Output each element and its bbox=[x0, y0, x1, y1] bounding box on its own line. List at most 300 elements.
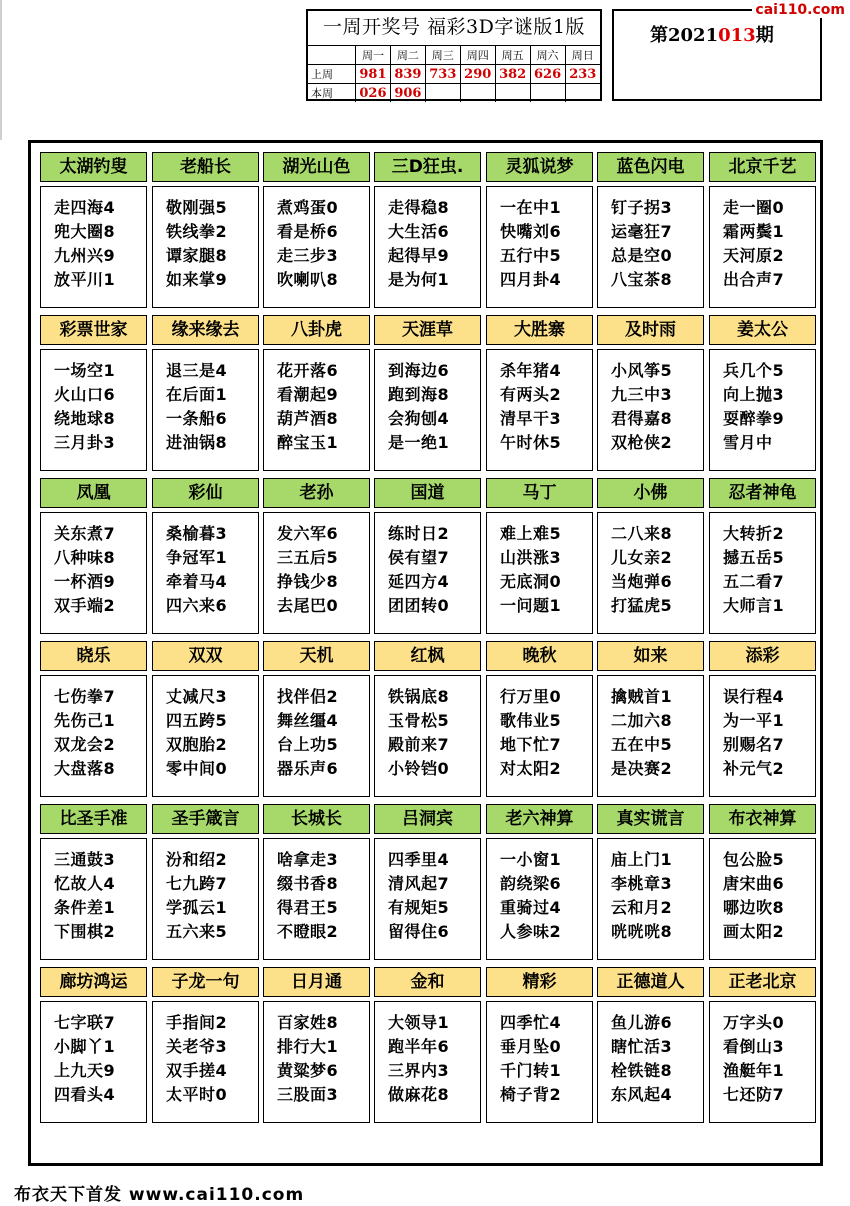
riddle-line: 关老爷3 bbox=[166, 1037, 228, 1056]
riddle-line: 难上难5 bbox=[500, 524, 562, 543]
riddle-line: 双胞胎2 bbox=[166, 735, 228, 754]
riddle-card bbox=[40, 804, 147, 960]
day-cell: 周六 bbox=[530, 46, 565, 65]
riddle-line: 七伤拳7 bbox=[54, 687, 116, 706]
riddle-line: 耍醉拳9 bbox=[723, 409, 785, 428]
riddle-line: 舞丝缰4 bbox=[277, 711, 339, 730]
riddle-line: 在后面1 bbox=[166, 385, 228, 404]
card-title: 马丁 bbox=[486, 478, 593, 508]
riddle-line: 打猛虎5 bbox=[611, 596, 673, 615]
riddle-line: 兵几个5 bbox=[723, 361, 785, 380]
draw-number bbox=[425, 84, 460, 103]
card-title: 正德道人 bbox=[597, 967, 704, 997]
riddle-line: 万字头0 bbox=[723, 1013, 785, 1032]
riddle-card bbox=[263, 641, 370, 797]
day-cell: 周一 bbox=[356, 46, 391, 65]
riddle-line: 延四方4 bbox=[388, 572, 450, 591]
card-body bbox=[709, 186, 816, 308]
card-body bbox=[40, 675, 147, 797]
card-title: 老孙 bbox=[263, 478, 370, 508]
riddle-line: 团团转0 bbox=[388, 596, 450, 615]
card-body bbox=[486, 838, 593, 960]
card-title: 红枫 bbox=[374, 641, 481, 671]
riddle-card bbox=[40, 315, 147, 471]
riddle-line: 四五跨5 bbox=[166, 711, 228, 730]
riddle-line: 大生活6 bbox=[388, 222, 450, 241]
riddle-card bbox=[709, 967, 816, 1123]
card-body bbox=[263, 675, 370, 797]
riddle-card bbox=[40, 478, 147, 634]
riddle-line: 云和月2 bbox=[611, 898, 673, 917]
riddle-card bbox=[486, 478, 593, 634]
riddle-line: 画太阳2 bbox=[723, 922, 785, 941]
riddle-line: 对太阳2 bbox=[500, 759, 562, 778]
riddle-card bbox=[597, 315, 704, 471]
riddle-card bbox=[486, 804, 593, 960]
riddle-card bbox=[486, 641, 593, 797]
riddle-line: 三月卦3 bbox=[54, 433, 116, 452]
card-body bbox=[597, 1001, 704, 1123]
riddle-line: 铁线拳2 bbox=[166, 222, 228, 241]
riddle-line: 是决赛2 bbox=[611, 759, 673, 778]
riddle-line: 啥拿走3 bbox=[277, 850, 339, 869]
riddle-line: 补元气2 bbox=[723, 759, 785, 778]
card-title: 布衣神算 bbox=[709, 804, 816, 834]
issue-label bbox=[650, 21, 774, 47]
results-title: 一周开奖号 福彩3D字谜版1版 bbox=[308, 11, 600, 46]
riddle-line: 垂月坠0 bbox=[500, 1037, 562, 1056]
draw-number: 382 bbox=[495, 65, 530, 84]
results-grid bbox=[308, 46, 600, 102]
draw-number: 839 bbox=[390, 65, 425, 84]
riddle-card bbox=[486, 967, 593, 1123]
riddle-line: 误行程4 bbox=[723, 687, 785, 706]
riddle-line: 谭家腿8 bbox=[166, 246, 228, 265]
draw-number: 981 bbox=[356, 65, 391, 84]
card-title: 八卦虎 bbox=[263, 315, 370, 345]
riddle-line: 零中间0 bbox=[166, 759, 228, 778]
riddle-line: 跑到海8 bbox=[388, 385, 450, 404]
riddle-line: 退三是4 bbox=[166, 361, 228, 380]
riddle-line: 双手搓4 bbox=[166, 1061, 228, 1080]
riddle-line: 看是桥6 bbox=[277, 222, 339, 241]
card-title: 北京千艺 bbox=[709, 152, 816, 182]
site-watermark[interactable]: cai110.com bbox=[752, 2, 848, 18]
riddle-line: 总是空0 bbox=[611, 246, 673, 265]
riddle-line: 四季忙4 bbox=[500, 1013, 562, 1032]
card-body bbox=[263, 349, 370, 471]
riddle-line: 大师言1 bbox=[723, 596, 785, 615]
issue-suffix: 期 bbox=[755, 25, 774, 46]
card-title: 姜太公 bbox=[709, 315, 816, 345]
riddle-line: 擒贼首1 bbox=[611, 687, 673, 706]
riddle-line: 做麻花8 bbox=[388, 1085, 450, 1104]
riddle-card bbox=[263, 315, 370, 471]
riddle-line: 人参味2 bbox=[500, 922, 562, 941]
riddle-line: 器乐声6 bbox=[277, 759, 339, 778]
riddle-card bbox=[152, 804, 259, 960]
this-week-row bbox=[308, 84, 600, 103]
riddle-line: 双枪侠2 bbox=[611, 433, 673, 452]
card-title: 灵狐说梦 bbox=[486, 152, 593, 182]
card-body bbox=[40, 838, 147, 960]
riddle-line: 会狗刨4 bbox=[388, 409, 450, 428]
card-title: 太湖钓叟 bbox=[40, 152, 147, 182]
riddle-line: 去尾巴0 bbox=[277, 596, 339, 615]
riddle-card bbox=[374, 152, 481, 308]
card-title: 晓乐 bbox=[40, 641, 147, 671]
riddle-line: 运毫狂7 bbox=[611, 222, 673, 241]
card-title: 圣手箴言 bbox=[152, 804, 259, 834]
riddle-card bbox=[374, 315, 481, 471]
riddle-line: 花开落6 bbox=[277, 361, 339, 380]
riddle-line: 九州兴9 bbox=[54, 246, 116, 265]
riddle-line: 二八来8 bbox=[611, 524, 673, 543]
riddle-line: 五二看7 bbox=[723, 572, 785, 591]
last-week-row bbox=[308, 65, 600, 84]
card-body bbox=[152, 1001, 259, 1123]
riddle-line: 清风起7 bbox=[388, 874, 450, 893]
riddle-card bbox=[709, 804, 816, 960]
riddle-line: 唐宋曲6 bbox=[723, 874, 785, 893]
riddle-line: 千门转1 bbox=[500, 1061, 562, 1080]
riddle-card bbox=[597, 152, 704, 308]
card-body bbox=[486, 1001, 593, 1123]
card-title: 小佛 bbox=[597, 478, 704, 508]
riddle-line: 手指间2 bbox=[166, 1013, 228, 1032]
card-body bbox=[486, 186, 593, 308]
draw-number bbox=[460, 84, 495, 103]
card-title: 廊坊鸿运 bbox=[40, 967, 147, 997]
riddle-line: 君得嘉8 bbox=[611, 409, 673, 428]
riddle-line: 清早干3 bbox=[500, 409, 562, 428]
riddle-line: 汾和绍2 bbox=[166, 850, 228, 869]
card-title: 晚秋 bbox=[486, 641, 593, 671]
card-body bbox=[40, 512, 147, 634]
riddle-line: 一场空1 bbox=[54, 361, 116, 380]
card-body bbox=[597, 186, 704, 308]
riddle-line: 重骑过4 bbox=[500, 898, 562, 917]
riddle-line: 上九天9 bbox=[54, 1061, 116, 1080]
card-title: 及时雨 bbox=[597, 315, 704, 345]
card-body bbox=[263, 1001, 370, 1123]
riddle-card bbox=[152, 315, 259, 471]
riddle-line: 五六来5 bbox=[166, 922, 228, 941]
riddle-line: 瞎忙活3 bbox=[611, 1037, 673, 1056]
riddle-line: 天河原2 bbox=[723, 246, 785, 265]
riddle-line: 七九跨7 bbox=[166, 874, 228, 893]
riddle-card bbox=[40, 967, 147, 1123]
card-title: 真实谎言 bbox=[597, 804, 704, 834]
riddle-line: 是为何1 bbox=[388, 270, 450, 289]
riddle-line: 一问题1 bbox=[500, 596, 562, 615]
riddle-line: 敬刚强5 bbox=[166, 198, 228, 217]
riddle-line: 双手端2 bbox=[54, 596, 116, 615]
riddle-line: 四看头4 bbox=[54, 1085, 116, 1104]
riddle-line: 四月卦4 bbox=[500, 270, 562, 289]
riddle-card bbox=[709, 641, 816, 797]
days-row bbox=[308, 46, 600, 65]
card-title: 双双 bbox=[152, 641, 259, 671]
card-title: 湖光山色 bbox=[263, 152, 370, 182]
riddle-line: 排行大1 bbox=[277, 1037, 339, 1056]
riddle-line: 椅子背2 bbox=[500, 1085, 562, 1104]
card-body bbox=[374, 349, 481, 471]
riddle-line: 为一平1 bbox=[723, 711, 785, 730]
riddle-line: 包公脸5 bbox=[723, 850, 785, 869]
card-title: 比圣手准 bbox=[40, 804, 147, 834]
riddle-card bbox=[374, 804, 481, 960]
card-body bbox=[709, 675, 816, 797]
issue-number: 013 bbox=[718, 25, 756, 46]
riddle-line: 进油锅8 bbox=[166, 433, 228, 452]
riddle-line: 条件差1 bbox=[54, 898, 116, 917]
riddle-card bbox=[486, 315, 593, 471]
card-body bbox=[40, 1001, 147, 1123]
card-body bbox=[263, 838, 370, 960]
riddle-line: 栓铁链8 bbox=[611, 1061, 673, 1080]
card-body bbox=[486, 349, 593, 471]
riddle-line: 发六军6 bbox=[277, 524, 339, 543]
riddle-card bbox=[263, 152, 370, 308]
card-title: 国道 bbox=[374, 478, 481, 508]
riddle-line: 七还防7 bbox=[723, 1085, 785, 1104]
riddle-line: 七字联7 bbox=[54, 1013, 116, 1032]
riddle-board bbox=[28, 140, 823, 1166]
riddle-line: 一杯酒9 bbox=[54, 572, 116, 591]
riddle-card bbox=[152, 478, 259, 634]
riddle-line: 快嘴刘6 bbox=[500, 222, 562, 241]
draw-number: 626 bbox=[530, 65, 565, 84]
card-body bbox=[152, 186, 259, 308]
riddle-line: 三通鼓3 bbox=[54, 850, 116, 869]
card-body bbox=[152, 675, 259, 797]
riddle-line: 下围棋2 bbox=[54, 922, 116, 941]
card-body bbox=[374, 675, 481, 797]
card-body bbox=[40, 186, 147, 308]
riddle-line: 二加六8 bbox=[611, 711, 673, 730]
riddle-card bbox=[597, 641, 704, 797]
riddle-card bbox=[374, 641, 481, 797]
card-body bbox=[709, 349, 816, 471]
riddle-line: 儿女亲2 bbox=[611, 548, 673, 567]
riddle-line: 钉子拐3 bbox=[611, 198, 673, 217]
draw-number: 233 bbox=[565, 65, 600, 84]
riddle-line: 走得稳8 bbox=[388, 198, 450, 217]
riddle-line: 双龙会2 bbox=[54, 735, 116, 754]
card-body bbox=[709, 838, 816, 960]
riddle-card bbox=[486, 152, 593, 308]
draw-number bbox=[565, 84, 600, 103]
card-body bbox=[709, 512, 816, 634]
riddle-line: 留得住6 bbox=[388, 922, 450, 941]
footer-credit: 布衣天下首发 www.cai110.com bbox=[14, 1185, 305, 1205]
last-week-label: 上周 bbox=[308, 65, 356, 84]
card-title: 长城长 bbox=[263, 804, 370, 834]
riddle-line: 地下忙7 bbox=[500, 735, 562, 754]
riddle-line: 有规矩5 bbox=[388, 898, 450, 917]
riddle-line: 走三步3 bbox=[277, 246, 339, 265]
riddle-line: 挣钱少8 bbox=[277, 572, 339, 591]
card-body bbox=[152, 349, 259, 471]
riddle-line: 找伴侣2 bbox=[277, 687, 339, 706]
riddle-line: 兜大圈8 bbox=[54, 222, 116, 241]
riddle-line: 葫芦酒8 bbox=[277, 409, 339, 428]
card-title: 如来 bbox=[597, 641, 704, 671]
day-cell: 周二 bbox=[390, 46, 425, 65]
riddle-line: 午时休5 bbox=[500, 433, 562, 452]
card-body bbox=[597, 349, 704, 471]
riddle-line: 看潮起9 bbox=[277, 385, 339, 404]
riddle-line: 五在中5 bbox=[611, 735, 673, 754]
riddle-card bbox=[40, 641, 147, 797]
riddle-card bbox=[709, 478, 816, 634]
riddle-line: 歌伟业5 bbox=[500, 711, 562, 730]
riddle-line: 醉宝玉1 bbox=[277, 433, 339, 452]
riddle-line: 绕地球8 bbox=[54, 409, 116, 428]
day-cell: 周五 bbox=[495, 46, 530, 65]
riddle-line: 学孤云1 bbox=[166, 898, 228, 917]
riddle-line: 九三中3 bbox=[611, 385, 673, 404]
riddle-card bbox=[152, 641, 259, 797]
riddle-line: 台上功5 bbox=[277, 735, 339, 754]
riddle-line: 忆故人4 bbox=[54, 874, 116, 893]
riddle-line: 跑半年6 bbox=[388, 1037, 450, 1056]
riddle-line: 渔艇年1 bbox=[723, 1061, 785, 1080]
riddle-line: 咣咣咣8 bbox=[611, 922, 673, 941]
riddle-line: 四六来6 bbox=[166, 596, 228, 615]
riddle-line: 起得早9 bbox=[388, 246, 450, 265]
riddle-line: 练时日2 bbox=[388, 524, 450, 543]
card-title: 缘来缘去 bbox=[152, 315, 259, 345]
riddle-line: 火山口6 bbox=[54, 385, 116, 404]
riddle-line: 李桃章3 bbox=[611, 874, 673, 893]
riddle-line: 先伤己1 bbox=[54, 711, 116, 730]
issue-box bbox=[612, 9, 822, 101]
riddle-line: 太平时0 bbox=[166, 1085, 228, 1104]
day-cell: 周四 bbox=[460, 46, 495, 65]
card-title: 天涯草 bbox=[374, 315, 481, 345]
riddle-line: 五行中5 bbox=[500, 246, 562, 265]
riddle-line: 到海边6 bbox=[388, 361, 450, 380]
riddle-line: 当炮弹6 bbox=[611, 572, 673, 591]
draw-number: 733 bbox=[425, 65, 460, 84]
riddle-line: 韵绕梁6 bbox=[500, 874, 562, 893]
riddle-line: 哪边吹8 bbox=[723, 898, 785, 917]
riddle-card bbox=[374, 478, 481, 634]
riddle-line: 放平川1 bbox=[54, 270, 116, 289]
riddle-line: 撼五岳5 bbox=[723, 548, 785, 567]
riddle-line: 是一绝1 bbox=[388, 433, 450, 452]
card-title: 添彩 bbox=[709, 641, 816, 671]
riddle-line: 大转折2 bbox=[723, 524, 785, 543]
riddle-card bbox=[263, 804, 370, 960]
riddle-card bbox=[152, 152, 259, 308]
draw-number: 026 bbox=[356, 84, 391, 103]
riddle-card bbox=[709, 152, 816, 308]
riddle-line: 小铃铛0 bbox=[388, 759, 450, 778]
riddle-line: 百家姓8 bbox=[277, 1013, 339, 1032]
riddle-line: 吹喇叭8 bbox=[277, 270, 339, 289]
card-title: 吕洞宾 bbox=[374, 804, 481, 834]
card-body bbox=[486, 512, 593, 634]
riddle-line: 四季里4 bbox=[388, 850, 450, 869]
card-title: 老六神算 bbox=[486, 804, 593, 834]
riddle-line: 三界内3 bbox=[388, 1061, 450, 1080]
card-body bbox=[152, 838, 259, 960]
riddle-line: 雪月中 bbox=[723, 433, 773, 452]
riddle-card bbox=[263, 478, 370, 634]
riddle-line: 一在中1 bbox=[500, 198, 562, 217]
card-body bbox=[486, 675, 593, 797]
card-title: 子龙一句 bbox=[152, 967, 259, 997]
corner-cell bbox=[308, 46, 356, 65]
riddle-line: 八宝茶8 bbox=[611, 270, 673, 289]
riddle-line: 缀书香8 bbox=[277, 874, 339, 893]
riddle-line: 小风筝5 bbox=[611, 361, 673, 380]
day-cell: 周日 bbox=[565, 46, 600, 65]
riddle-card bbox=[597, 478, 704, 634]
card-title: 蓝色闪电 bbox=[597, 152, 704, 182]
riddle-line: 煮鸡蛋0 bbox=[277, 198, 339, 217]
card-title: 日月通 bbox=[263, 967, 370, 997]
riddle-line: 有两头2 bbox=[500, 385, 562, 404]
riddle-line: 不瞪眼2 bbox=[277, 922, 339, 941]
riddle-line: 东风起4 bbox=[611, 1085, 673, 1104]
card-body bbox=[152, 512, 259, 634]
riddle-line: 大盘落8 bbox=[54, 759, 116, 778]
card-body bbox=[374, 186, 481, 308]
riddle-card bbox=[597, 967, 704, 1123]
this-week-label: 本周 bbox=[308, 84, 356, 103]
riddle-line: 鱼儿游6 bbox=[611, 1013, 673, 1032]
riddle-line: 丈减尺3 bbox=[166, 687, 228, 706]
riddle-line: 玉骨松5 bbox=[388, 711, 450, 730]
riddle-line: 黄粱梦6 bbox=[277, 1061, 339, 1080]
riddle-card bbox=[374, 967, 481, 1123]
card-body bbox=[263, 186, 370, 308]
card-body bbox=[40, 349, 147, 471]
draw-number bbox=[530, 84, 565, 103]
riddle-line: 别赐名7 bbox=[723, 735, 785, 754]
riddle-line: 三五后5 bbox=[277, 548, 339, 567]
card-body bbox=[374, 838, 481, 960]
card-title: 彩仙 bbox=[152, 478, 259, 508]
riddle-line: 霜两鬓1 bbox=[723, 222, 785, 241]
riddle-line: 桑榆暮3 bbox=[166, 524, 228, 543]
riddle-line: 杀年猪4 bbox=[500, 361, 562, 380]
riddle-card bbox=[40, 152, 147, 308]
draw-number: 906 bbox=[390, 84, 425, 103]
riddle-line: 得君王5 bbox=[277, 898, 339, 917]
card-title: 老船长 bbox=[152, 152, 259, 182]
riddle-line: 侯有望7 bbox=[388, 548, 450, 567]
card-body bbox=[263, 512, 370, 634]
card-title: 精彩 bbox=[486, 967, 593, 997]
riddle-line: 行万里0 bbox=[500, 687, 562, 706]
riddle-card bbox=[263, 967, 370, 1123]
riddle-line: 如来掌9 bbox=[166, 270, 228, 289]
card-title: 三D狂虫. bbox=[374, 152, 481, 182]
riddle-line: 走四海4 bbox=[54, 198, 116, 217]
riddle-line: 一条船6 bbox=[166, 409, 228, 428]
riddle-line: 牵着马4 bbox=[166, 572, 228, 591]
riddle-line: 走一圈0 bbox=[723, 198, 785, 217]
card-body bbox=[374, 1001, 481, 1123]
riddle-line: 三股面3 bbox=[277, 1085, 339, 1104]
card-body bbox=[597, 838, 704, 960]
card-title: 正老北京 bbox=[709, 967, 816, 997]
